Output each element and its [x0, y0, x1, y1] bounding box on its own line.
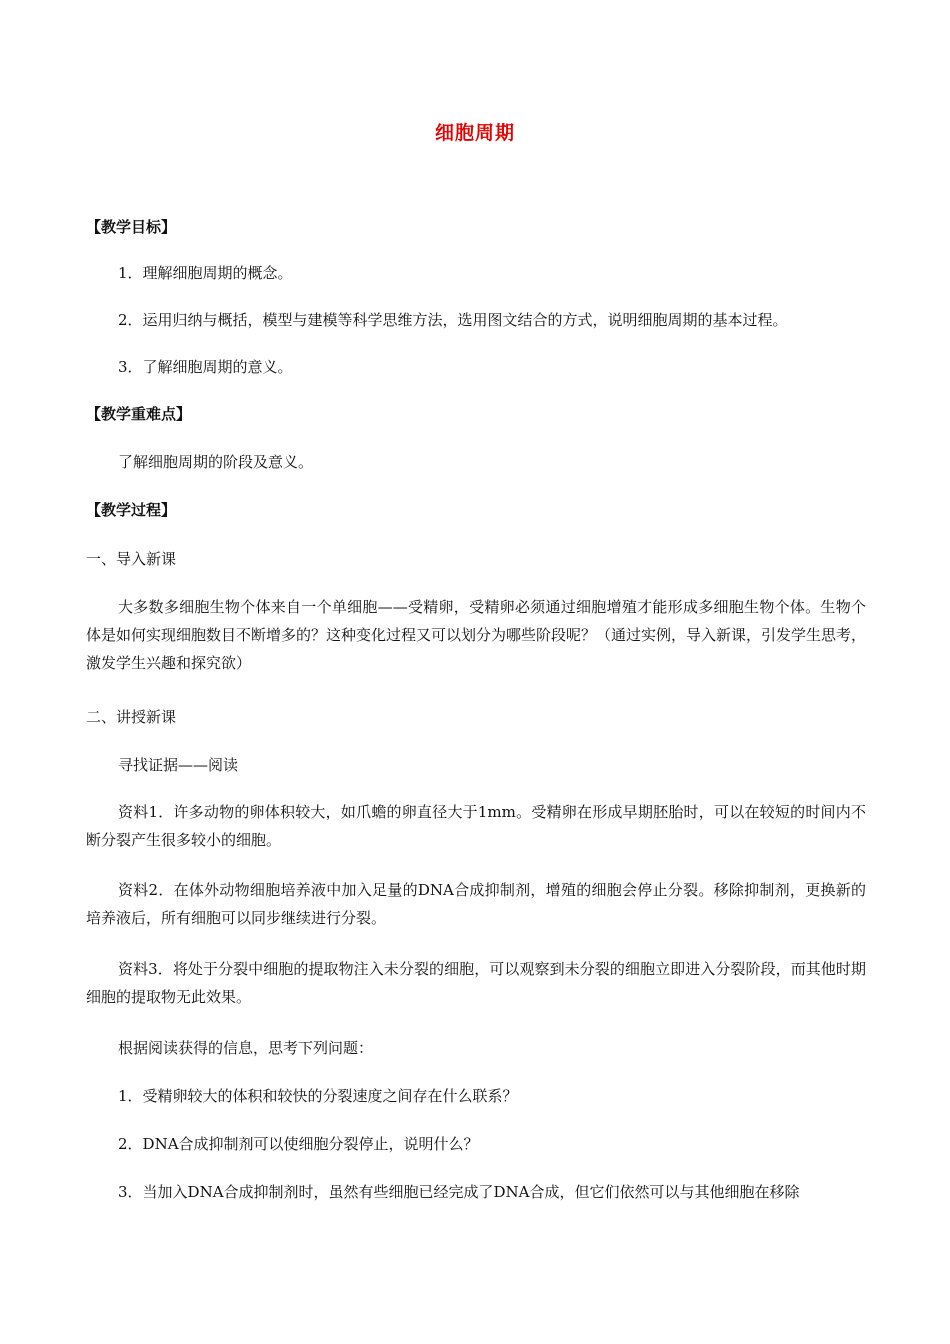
material-2: 资料2．在体外动物细胞培养液中加入足量的DNA合成抑制剂，增殖的细胞会停止分裂。移除抑制剂，更换新的培养液后，所有细胞可以同步继续进行分裂。	[86, 881, 866, 927]
objectives-heading: 【教学目标】	[86, 218, 177, 236]
key-points-heading: 【教学重难点】	[86, 405, 192, 423]
part1-title: 一、导入新课	[86, 550, 177, 568]
question-1: 1．受精卵较大的体积和较快的分裂速度之间存在什么联系？	[118, 1087, 518, 1105]
objective-item-2: 2．运用归纳与概括，模型与建模等科学思维方法，选用图文结合的方式，说明细胞周期的基本过程。	[118, 311, 788, 329]
page-title: 细胞周期	[434, 122, 515, 144]
objective-item-3: 3．了解细胞周期的意义。	[118, 358, 293, 376]
part2-title: 二、讲授新课	[86, 708, 177, 726]
question-2: 2．DNA合成抑制剂可以使细胞分裂停止，说明什么？	[118, 1135, 479, 1153]
material-3: 资料3．将处于分裂中细胞的提取物注入未分裂的细胞，可以观察到未分裂的细胞立即进入分裂阶段，而其他时期细胞的提取物无此效果。	[86, 960, 866, 1006]
part1-text: 大多数多细胞生物个体来自一个单细胞——受精卵，受精卵必须通过细胞增殖才能形成多细胞生物个体。生物个体是如何实现细胞数目不断增多的？这种变化过程又可以划分为哪些阶段呢？（通过实例，导入新课，引发学生思考，激发学生兴趣和探究欲）	[86, 598, 867, 672]
objective-item-1: 1．理解细胞周期的概念。	[118, 264, 293, 282]
question-3: 3．当加入DNA合成抑制剂时，虽然有些细胞已经完成了DNA合成，但它们依然可以与其他细胞在移除	[118, 1183, 800, 1201]
process-heading: 【教学过程】	[86, 501, 177, 519]
key-points-text: 了解细胞周期的阶段及意义。	[118, 453, 314, 471]
evidence-title: 寻找证据——阅读	[118, 756, 239, 774]
question-intro: 根据阅读获得的信息，思考下列问题：	[118, 1039, 374, 1057]
material-1: 资料1．许多动物的卵体积较大，如爪蟾的卵直径大于1mm。受精卵在形成早期胚胎时，可以在较短的时间内不断分裂产生很多较小的细胞。	[86, 803, 866, 849]
